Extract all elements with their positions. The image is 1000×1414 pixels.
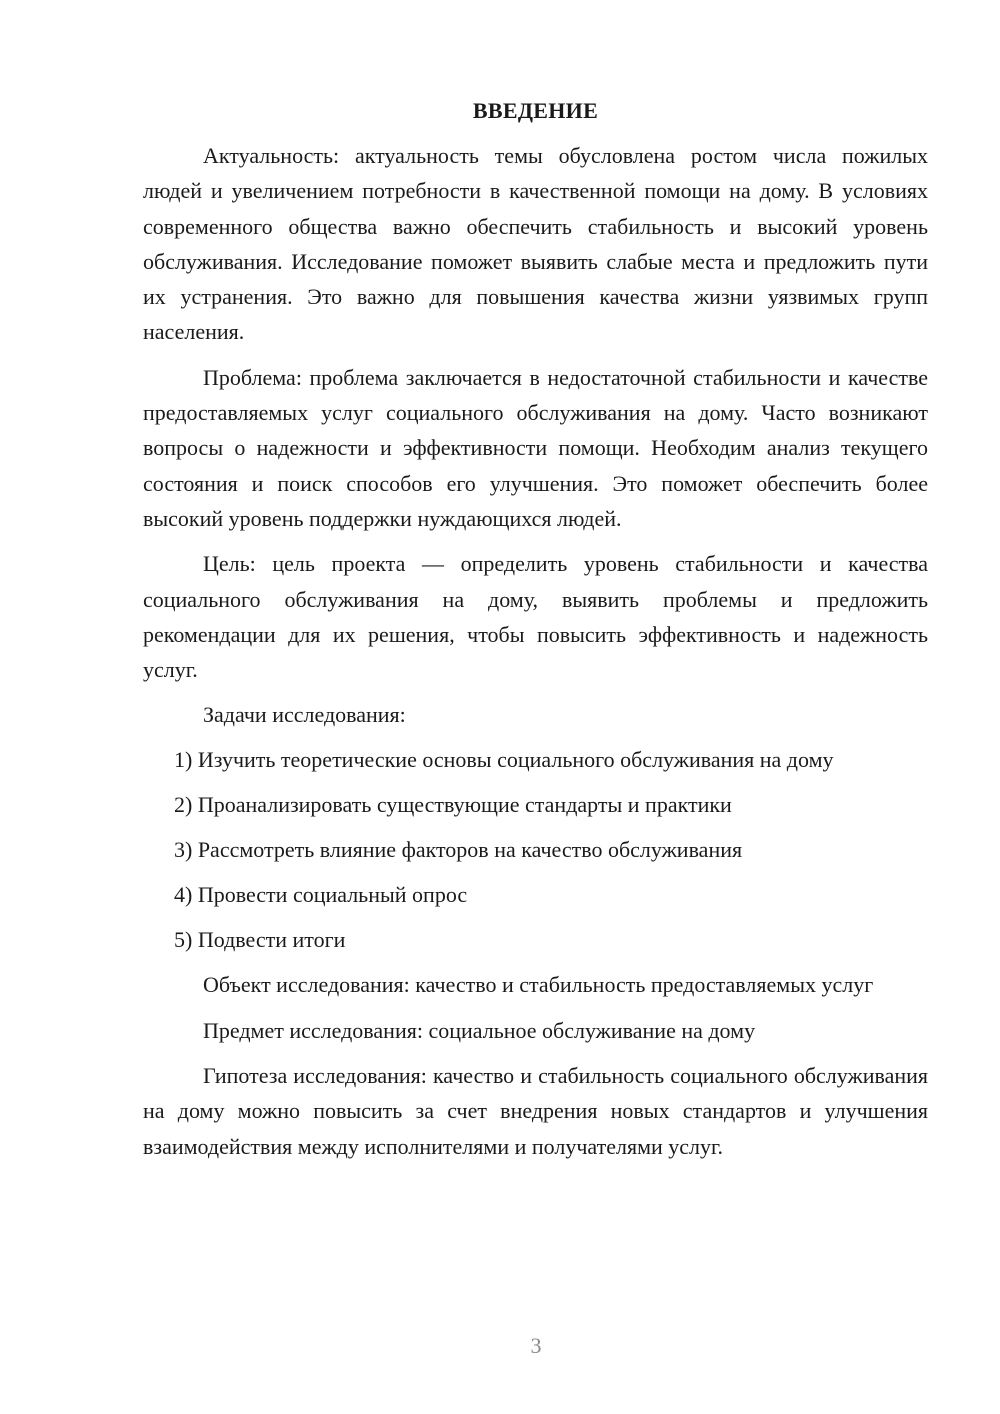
page-title: ВВЕДЕНИЕ	[472, 98, 599, 123]
paragraph-object: Объект исследования: качество и стабильность предоставляемых услуг	[203, 972, 874, 998]
paragraph-subject: Предмет исследования: социальное обслуживание на дому	[203, 1017, 756, 1043]
paragraph-relevance: Актуальность: актуальность темы обусловлена ростом числа пожилых людей и увеличением потребности в качественной помощи на дому. В условиях современного общества важно обеспечить стабильность и высокий уровень обслуживания. Исследование поможет выявить слабые места и предложить пути их устранения. Это важно для повышения качества жизни уязвимых групп населения.	[143, 143, 928, 345]
list-item: 4) Провести социальный опрос	[174, 882, 468, 908]
tasks-heading: Задачи исследования:	[203, 702, 406, 728]
paragraph-problem: Проблема: проблема заключается в недостаточной стабильности и качестве предоставляемых услуг социального обслуживания на дому. Часто возникают вопросы о надежности и эффективности помощи. Необходим анализ текущего состояния и поиск способов его улучшения. Это поможет обеспечить более высокий уровень поддержки нуждающихся людей.	[143, 364, 928, 531]
list-item: 2) Проанализировать существующие стандарты и практики	[174, 792, 732, 818]
page-content	[143, 93, 928, 1174]
page-number: 3	[530, 1333, 542, 1358]
list-item: 5) Подвести итоги	[174, 927, 346, 953]
paragraph-goal: Цель: цель проекта — определить уровень стабильности и качества социального обслуживания на дому, выявить проблемы и предложить рекомендации для их решения, чтобы повысить эффективность и надежность услуг.	[143, 551, 928, 683]
list-item: 1) Изучить теоретические основы социального обслуживания на дому	[174, 747, 834, 773]
paragraph-hypothesis: Гипотеза исследования: качество и стабильность социального обслуживания на дому можно повысить за счет внедрения новых стандартов и улучшения взаимодействия между исполнителями и получателями услуг.	[143, 1063, 928, 1159]
tasks-list	[143, 742, 928, 957]
list-item: 3) Рассмотреть влияние факторов на качество обслуживания	[174, 837, 743, 863]
